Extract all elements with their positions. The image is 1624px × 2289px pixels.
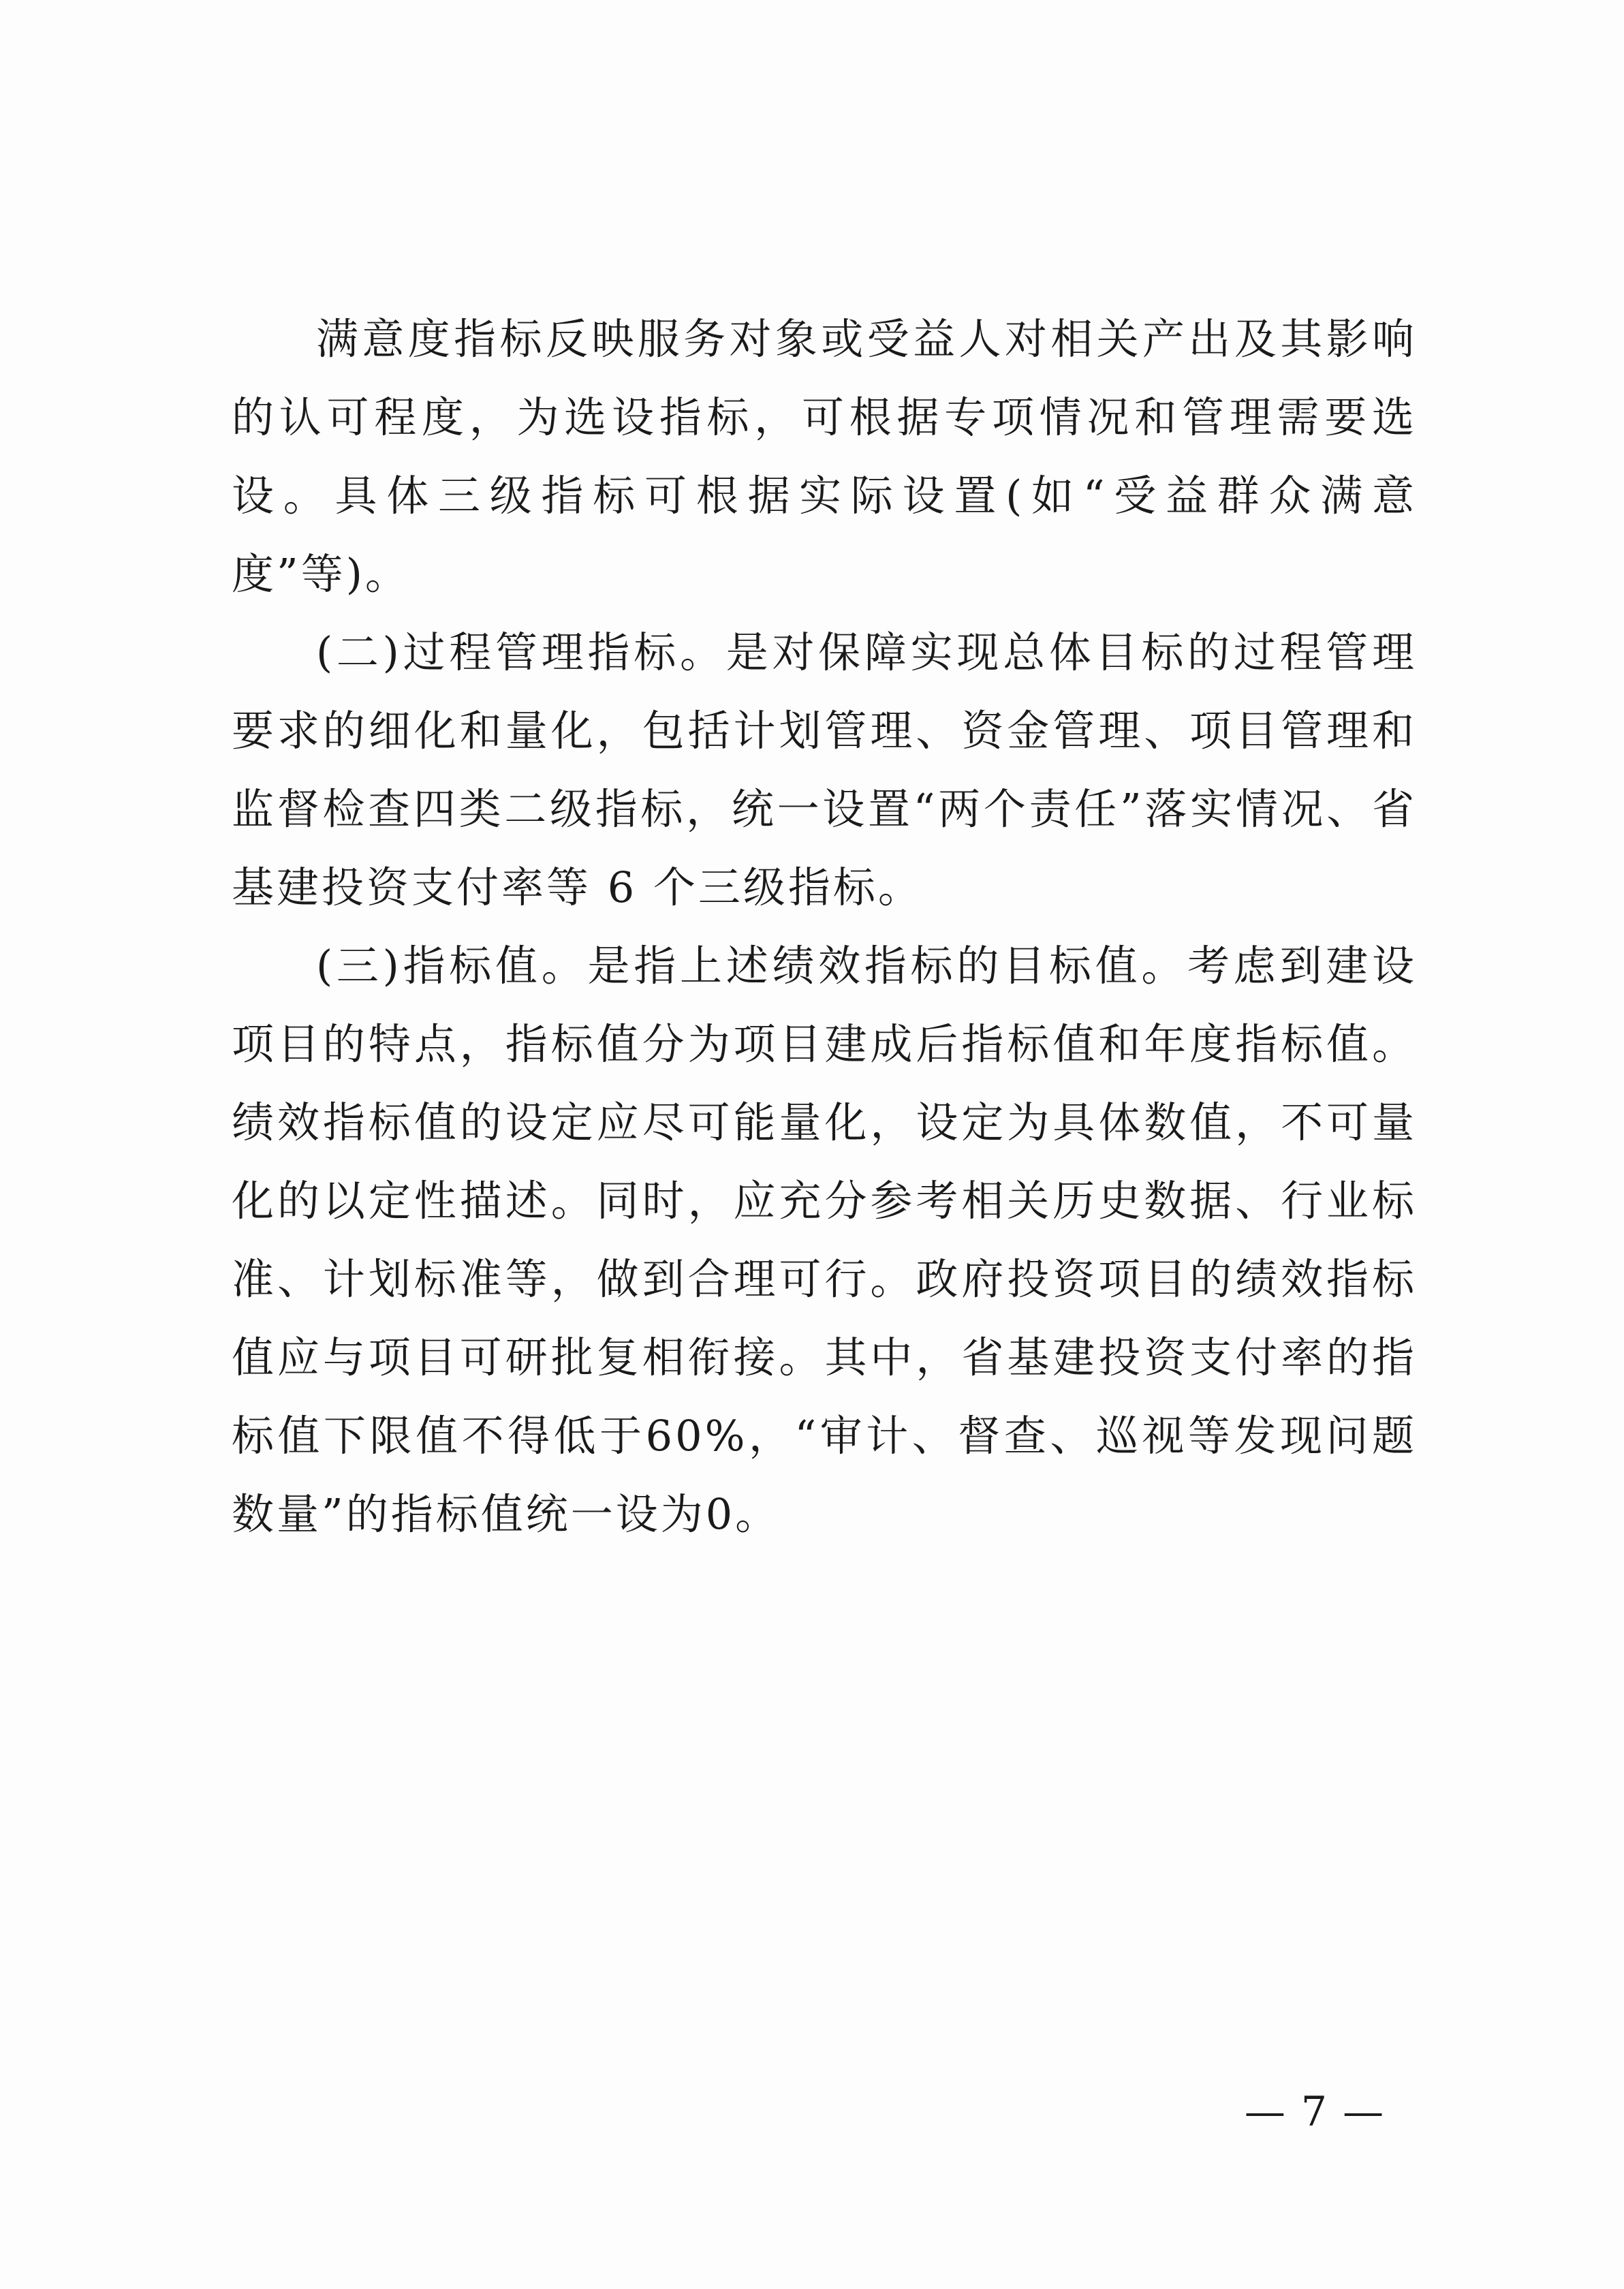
document-body	[232, 300, 1417, 1553]
paragraph-satisfaction-indicator: 满意度指标反映服务对象或受益人对相关产出及其影响的认可程度，为选设指标，可根据专项情况和管理需要选设。具体三级指标可根据实际设置(如“受益群众满意度”等)。	[232, 314, 1417, 599]
page-number: — 7 —	[1244, 2088, 1386, 2136]
paragraph-indicator-values: (三)指标值。是指上述绩效指标的目标值。考虑到建设项目的特点，指标值分为项目建成后指标值和年度指标值。绩效指标值的设定应尽可能量化，设定为具体数值，不可量化的以定性描述。同时，应充分参考相关历史数据、行业标准、计划标准等，做到合理可行。政府投资项目的绩效指标值应与项目可研批复相衔接。其中，省基建投资支付率的指标值下限值不得低于60%，“审计、督查、巡视等发现问题数量”的指标值统一设为0。	[232, 941, 1417, 1539]
paragraph-process-management: (二)过程管理指标。是对保障实现总体目标的过程管理要求的细化和量化，包括计划管理、资金管理、项目管理和监督检查四类二级指标，统一设置“两个责任”落实情况、省基建投资支付率等 6 个三级指标。	[232, 627, 1417, 912]
